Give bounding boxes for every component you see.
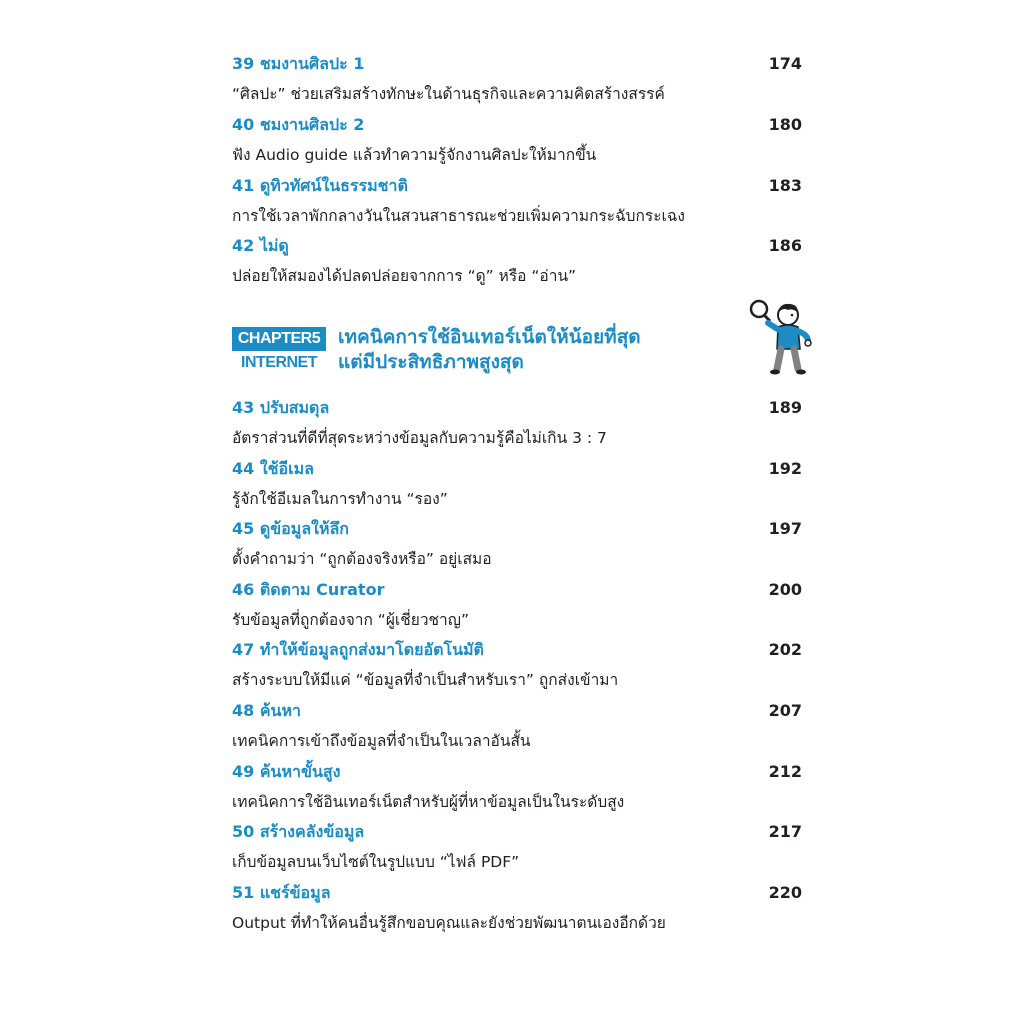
entry-title: 40 ชมงานศิลปะ 2 (232, 115, 365, 134)
toc-entry-40[interactable] (232, 110, 802, 170)
entry-title: 42 ไม่ดู (232, 236, 289, 255)
entry-page-number: 200 (768, 580, 802, 599)
toc-entry-49[interactable] (232, 757, 802, 817)
toc-entry-44[interactable] (232, 454, 802, 514)
entry-page-number: 202 (768, 640, 802, 659)
entry-page-number: 217 (768, 822, 802, 841)
chapter-number-label: CHAPTER5 (232, 327, 326, 351)
entry-title: 45 ดูข้อมูลให้ลึก (232, 519, 349, 538)
entry-page-number: 186 (768, 236, 802, 255)
toc-entry-45[interactable] (232, 514, 802, 574)
entry-description: เก็บข้อมูลบนเว็บไซต์ในรูปแบบ “ไฟล์ PDF” (232, 853, 520, 871)
entry-description: ฟัง Audio guide แล้วทำความรู้จักงานศิลปะให้มากขึ้น (232, 146, 597, 164)
toc-entry-42[interactable] (232, 231, 802, 291)
entry-description: รู้จักใช้อีเมลในการทำงาน “รอง” (232, 490, 448, 508)
entry-description: รับข้อมูลที่ถูกต้องจาก “ผู้เชี่ยวชาญ” (232, 611, 469, 629)
entry-title: 49 ค้นหาขั้นสูง (232, 762, 341, 781)
chapter-title (338, 325, 718, 375)
entry-page-number: 183 (768, 176, 802, 195)
entry-description: “ศิลปะ” ช่วยเสริมสร้างทักษะในด้านธุรกิจและความคิดสร้างสรรค์ (232, 85, 665, 103)
entry-page-number: 189 (768, 398, 802, 417)
chapter-topic-label: INTERNET (241, 354, 317, 371)
entry-page-number: 220 (768, 883, 802, 902)
entry-page-number: 192 (768, 459, 802, 478)
entry-title: 47 ทำให้ข้อมูลถูกส่งมาโดยอัตโนมัติ (232, 640, 484, 659)
entry-page-number: 174 (768, 54, 802, 73)
entry-description: การใช้เวลาพักกลางวันในสวนสาธารณะช่วยเพิ่มความกระฉับกระเฉง (232, 207, 685, 225)
toc-entry-51[interactable] (232, 878, 802, 938)
chapter-badge (232, 327, 326, 375)
entry-description: ตั้งคำถามว่า “ถูกต้องจริงหรือ” อยู่เสมอ (232, 550, 492, 568)
toc-entry-39[interactable] (232, 49, 802, 109)
toc-entry-46[interactable] (232, 575, 802, 635)
entry-title: 50 สร้างคลังข้อมูล (232, 822, 365, 841)
chapter-title-line-2: แต่มีประสิทธิภาพสูงสุด (338, 351, 524, 373)
entry-title: 44 ใช้อีเมล (232, 459, 314, 478)
entry-description: สร้างระบบให้มีแค่ “ข้อมูลที่จำเป็นสำหรับเรา” ถูกส่งเข้ามา (232, 671, 619, 689)
entry-description: Output ที่ทำให้คนอื่นรู้สึกขอบคุณและยังช่วยพัฒนาตนเองอีกด้วย (232, 914, 666, 932)
entry-page-number: 180 (768, 115, 802, 134)
entry-page-number: 207 (768, 701, 802, 720)
entry-page-number: 212 (768, 762, 802, 781)
entry-description: ปล่อยให้สมองได้ปลดปล่อยจากการ “ดู” หรือ “อ่าน” (232, 267, 577, 285)
toc-entry-48[interactable] (232, 696, 802, 756)
entry-title: 51 แชร์ข้อมูล (232, 883, 331, 902)
entry-title: 46 ติดตาม Curator (232, 580, 385, 599)
entry-title: 39 ชมงานศิลปะ 1 (232, 54, 365, 73)
entry-description: เทคนิคการเข้าถึงข้อมูลที่จำเป็นในเวลาอันสั้น (232, 732, 531, 750)
entry-description: เทคนิคการใช้อินเทอร์เน็ตสำหรับผู้ที่หาข้อมูลเป็นในระดับสูง (232, 793, 625, 811)
toc-entry-43[interactable] (232, 393, 802, 453)
toc-entry-41[interactable] (232, 171, 802, 231)
entry-title: 41 ดูทิวทัศน์ในธรรมชาติ (232, 176, 408, 195)
entry-title: 43 ปรับสมดุล (232, 398, 330, 417)
entry-page-number: 197 (768, 519, 802, 538)
toc-entry-50[interactable] (232, 817, 802, 877)
entry-title: 48 ค้นหา (232, 701, 302, 720)
chapter-title-line-1: เทคนิคการใช้อินเทอร์เน็ตให้น้อยที่สุด (338, 326, 641, 348)
person-with-magnifier-icon (748, 297, 818, 377)
entry-description: อัตราส่วนที่ดีที่สุดระหว่างข้อมูลกับความรู้คือไม่เกิน 3 : 7 (232, 429, 607, 447)
toc-entry-47[interactable] (232, 635, 802, 695)
